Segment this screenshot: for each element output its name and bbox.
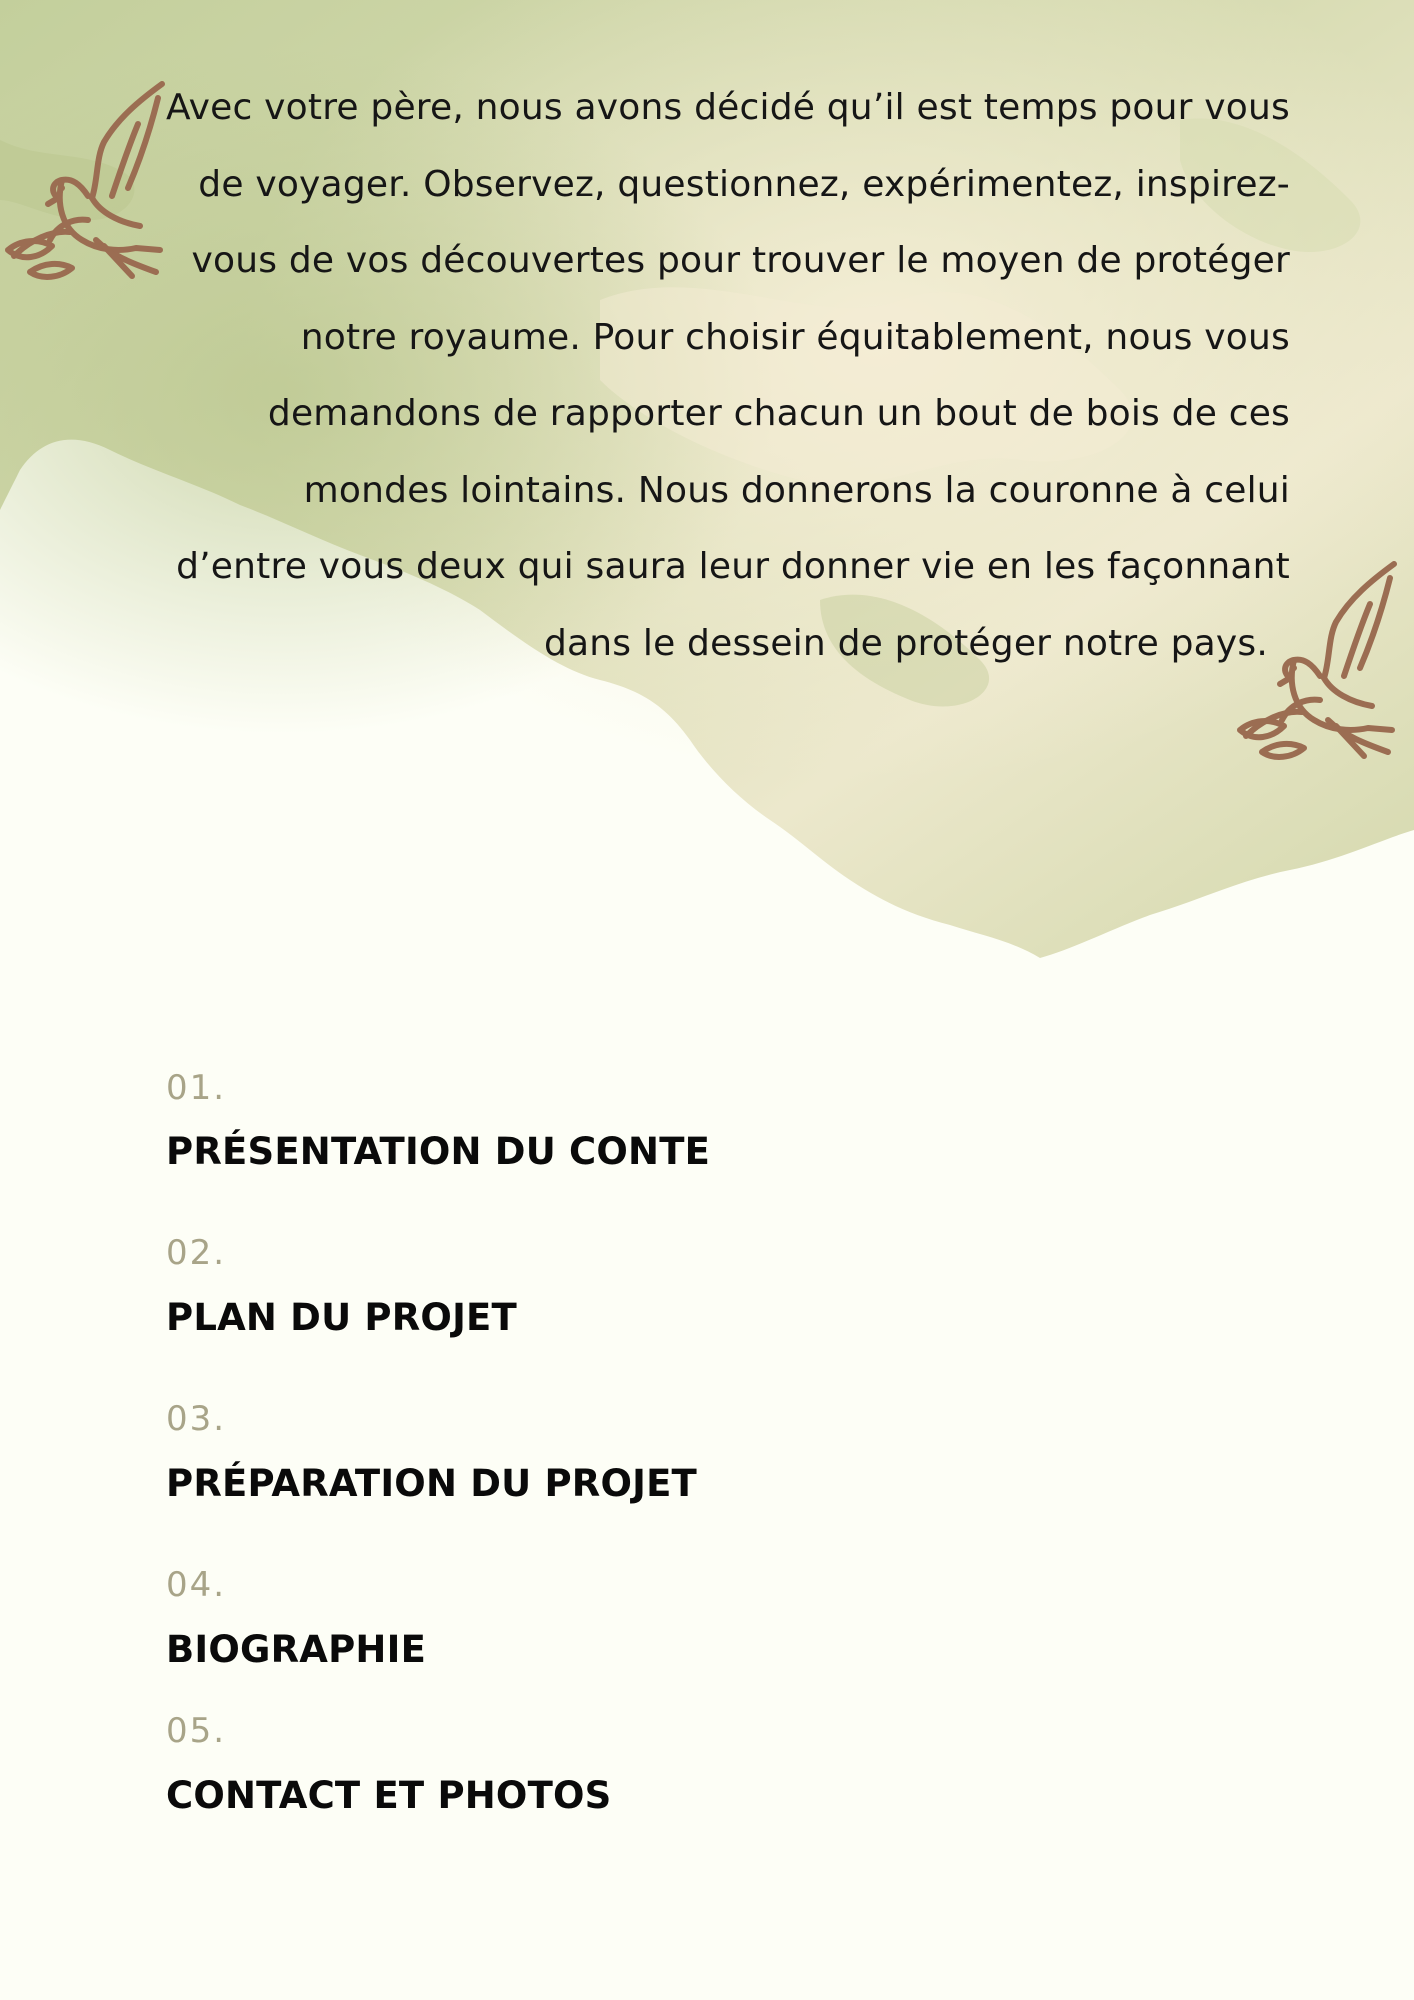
toc-title-plan[interactable]: PLAN DU PROJET (166, 1296, 517, 1339)
intro-line: demandons de rapporter chacun un bout de bois de ces (267, 393, 1290, 434)
toc-number: 04. (166, 1565, 227, 1605)
toc-number: 03. (166, 1399, 227, 1439)
intro-line: d’entre vous deux qui saura leur donner vie en les façonnant (176, 546, 1290, 587)
toc-title-preparation[interactable]: PRÉPARATION DU PROJET (166, 1462, 697, 1505)
table-of-contents (166, 0, 1066, 2000)
intro-line: Avec votre père, nous avons décidé qu’il est temps pour vous (165, 87, 1290, 128)
toc-number: 02. (166, 1233, 227, 1273)
intro-line: vous de vos découvertes pour trouver le moyen de protéger (191, 240, 1290, 281)
intro-line: dans le dessein de protéger notre pays. (543, 622, 1268, 664)
toc-title-presentation[interactable]: PRÉSENTATION DU CONTE (166, 1130, 711, 1173)
toc-title-biographie[interactable]: BIOGRAPHIE (166, 1628, 427, 1671)
toc-number: 01. (166, 1068, 227, 1108)
intro-line: mondes lointains. Nous donnerons la couronne à celui (303, 469, 1290, 511)
intro-line: notre royaume. Pour choisir équitablement, nous vous (300, 316, 1290, 358)
dove-with-olive-branch-icon (0, 80, 170, 280)
toc-title-contact[interactable]: CONTACT ET PHOTOS (166, 1774, 612, 1817)
intro-line: de voyager. Observez, questionnez, expérimentez, inspirez- (198, 163, 1290, 205)
toc-number: 05. (166, 1711, 227, 1751)
